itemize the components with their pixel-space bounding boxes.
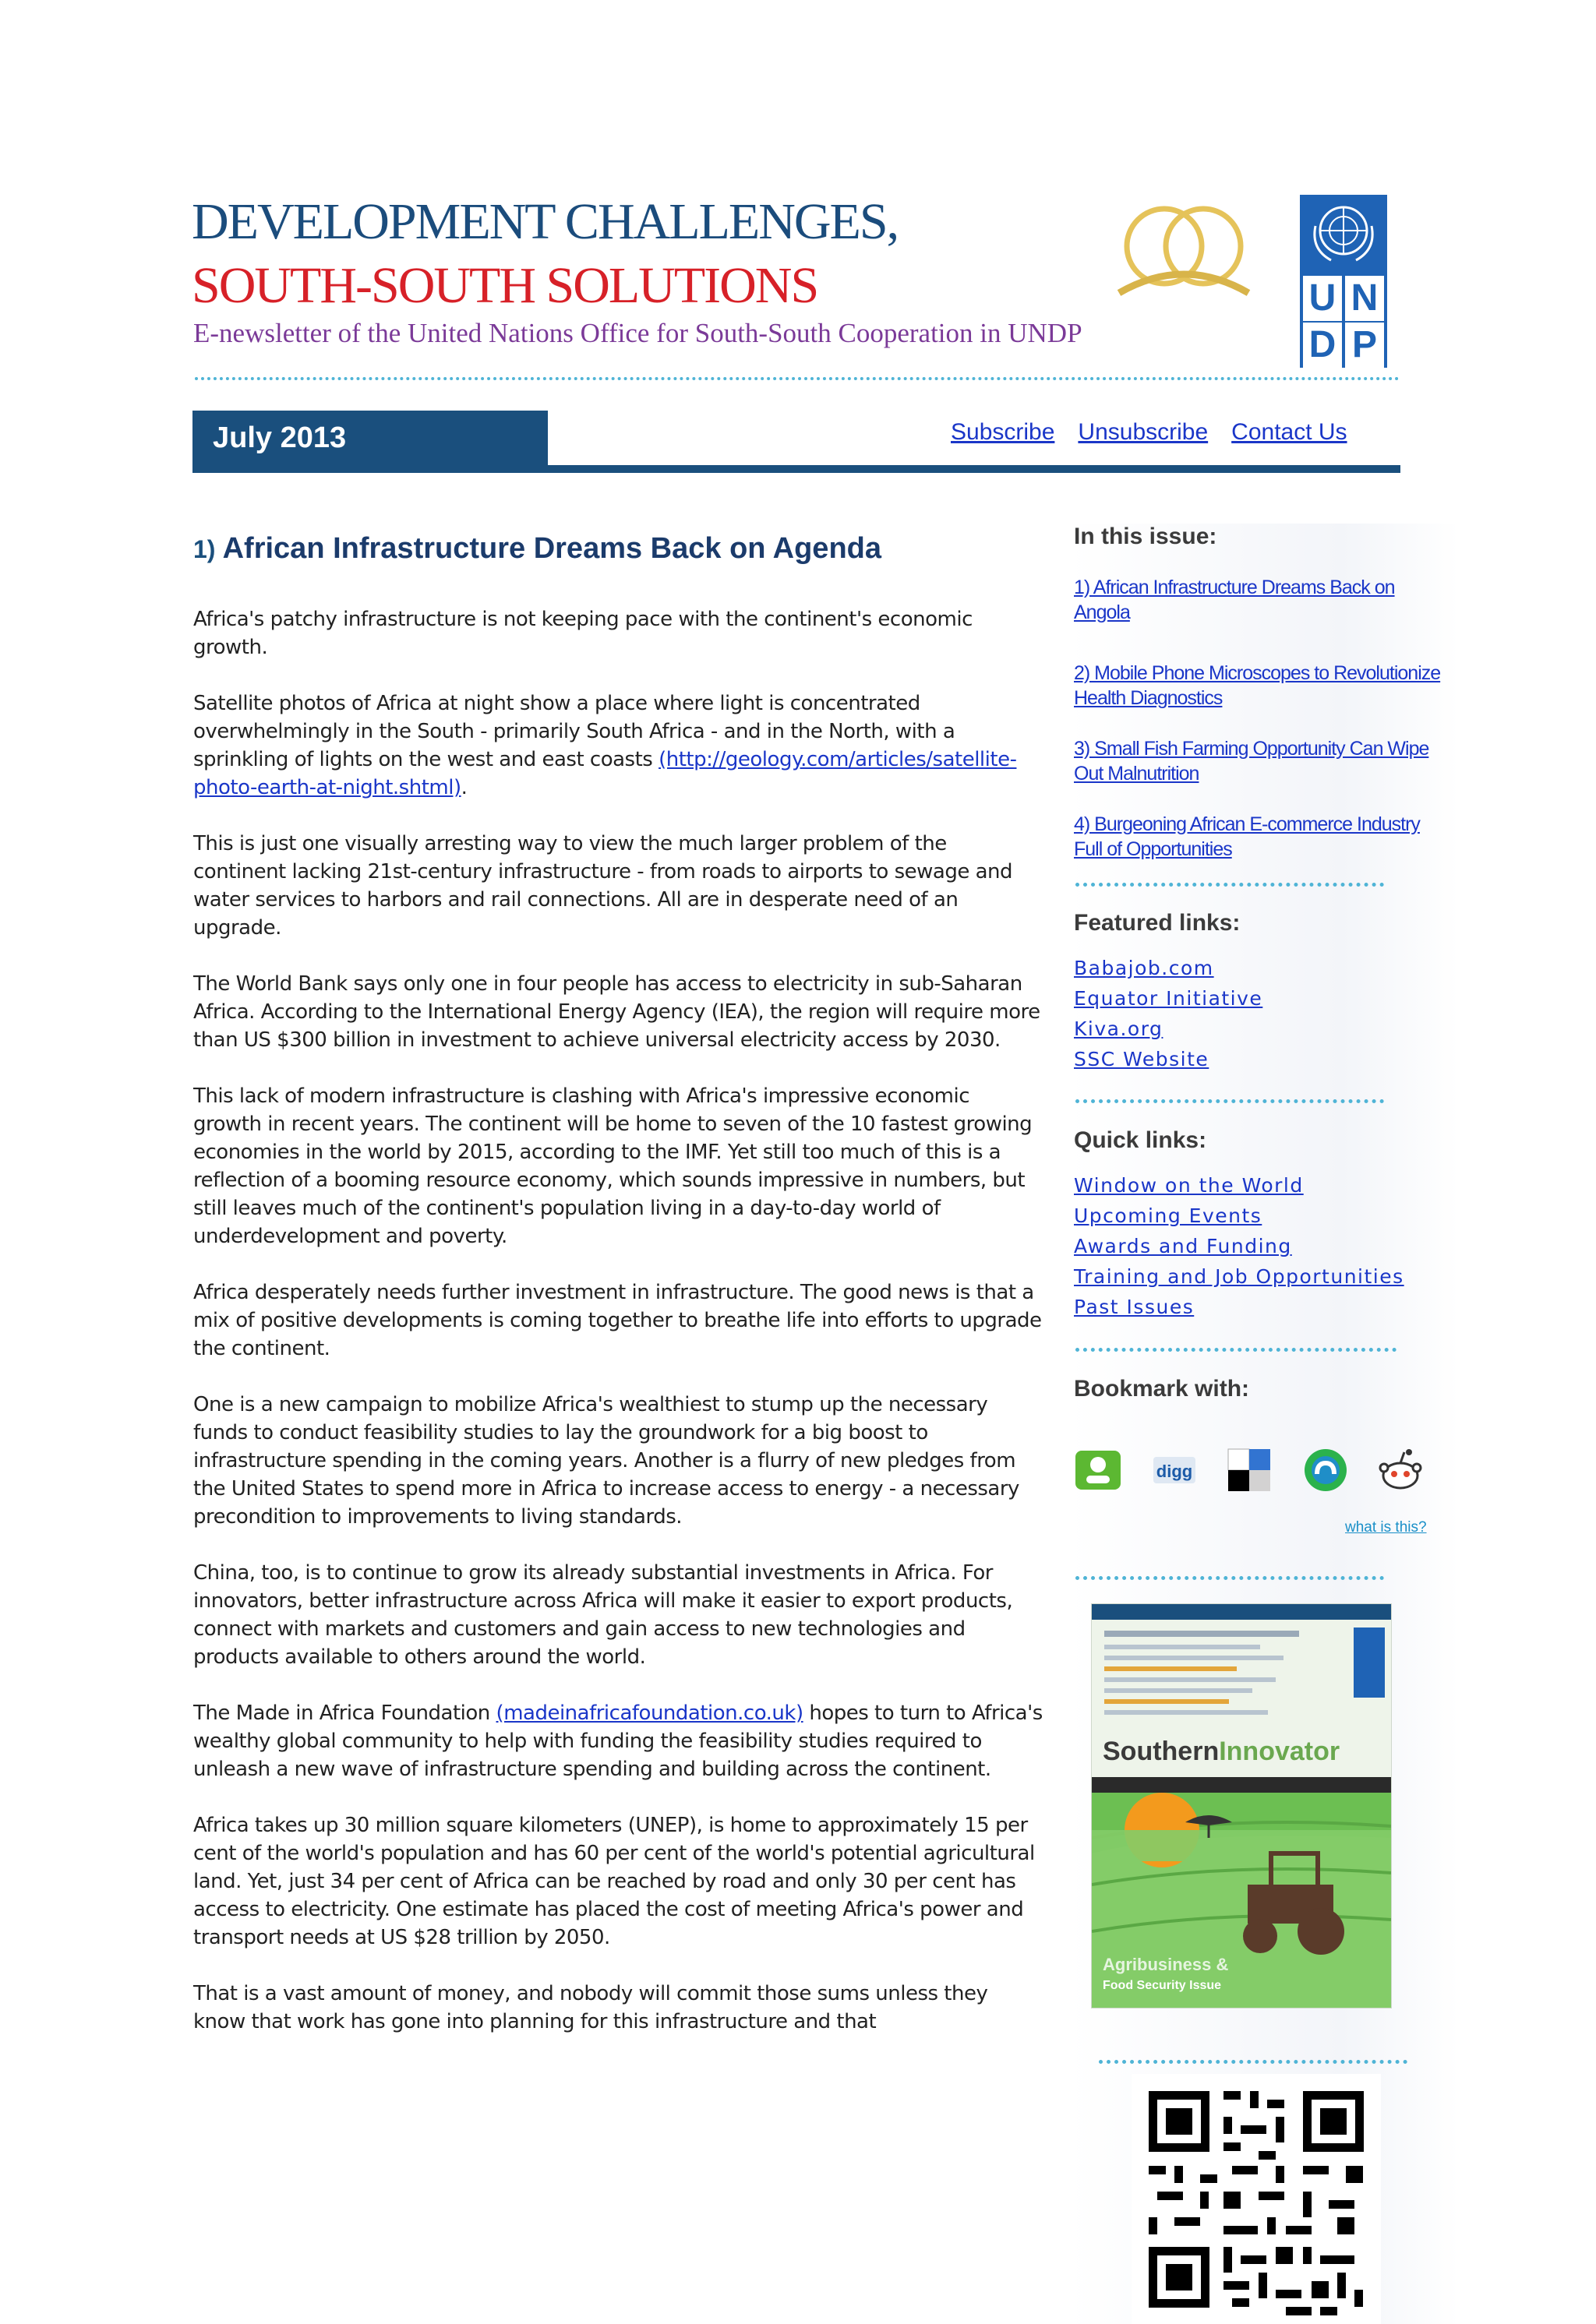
sidebar-divider: [1075, 1348, 1396, 1352]
sidebar-divider: [1075, 1099, 1384, 1103]
issue-link-2[interactable]: 2) Mobile Phone Microscopes to Revolutionize Health Diagnostics: [1074, 662, 1441, 709]
featured-link-babajob[interactable]: Babajob.com: [1074, 957, 1214, 979]
undp-logo: [1300, 195, 1387, 368]
masthead-divider: [195, 377, 1400, 380]
south-south-rings-logo: [1110, 201, 1258, 302]
cover-feature-title: Agribusiness &: [1103, 1955, 1229, 1974]
quick-links-heading: Quick links:: [1074, 1127, 1207, 1153]
header-links: [951, 419, 1371, 446]
quick-link-upcoming-events[interactable]: Upcoming Events: [1074, 1204, 1262, 1227]
in-this-issue-heading: In this issue:: [1074, 524, 1217, 549]
cover-artwork: [1092, 1604, 1391, 2008]
article-paragraph: China, too, is to continue to grow its already substantial investments in Africa. For innovators, better infrastructure across Africa will make it easier to export products, connect with markets and customers and gain access to new technologies and products available to others around the world.: [193, 1561, 1013, 1669]
undp-letter: N: [1345, 276, 1384, 321]
issue-link-3[interactable]: 3) Small Fish Farming Opportunity Can Wipe Out Malnutrition: [1074, 738, 1429, 785]
newsletter-title-line2: SOUTH-SOUTH SOLUTIONS: [192, 257, 818, 314]
article-paragraph: That is a vast amount of money, and nobody will commit those sums unless they know that work has gone into planning for this infrastructure and that: [193, 1982, 988, 2033]
article-title: [193, 531, 1043, 566]
newsletter-title-line1: DEVELOPMENT CHALLENGES,: [192, 193, 899, 250]
what-is-this-link[interactable]: what is this?: [1345, 1519, 1427, 1536]
undp-letter: U: [1303, 276, 1342, 321]
issue-link-1[interactable]: 1) African Infrastructure Dreams Back on Angola: [1074, 577, 1395, 623]
article-number: 1): [193, 535, 216, 563]
article-paragraph: Satellite photos of Africa at night show a place where light is concentrated overwhelmingly in the South - primarily South Africa - and in the North, with a sprinkling of lights on the west and east coasts (http://geology.com/articles/satellite-photo-earth-at-night.shtml).: [193, 692, 1017, 799]
featured-link-ssc-website[interactable]: SSC Website: [1074, 1048, 1209, 1070]
article-paragraph: This lack of modern infrastructure is clashing with Africa's impressive economic growth in recent years. The continent will be home to seven of the 10 fastest growing economies in the world by 2015, according to the IMF. Yet still too much of this is a reflection of a booming resource economy, which sounds impressive in numbers, but still leaves much of the continent's population living in a day-to-day world of underdevelopment and poverty.: [193, 1084, 1033, 1248]
issue-bar-rule: [192, 465, 1400, 473]
issue-date: July 2013: [213, 421, 347, 454]
stumbleupon-icon[interactable]: [1301, 1448, 1350, 1493]
article-paragraph: This is just one visually arresting way to view the much larger problem of the continent lacking 21st-century infrastructure - from roads to airports to sewage and water services to harbors and rail connections. All are in desperate need of an upgrade.: [193, 832, 1013, 940]
featured-links-heading: Featured links:: [1074, 910, 1241, 936]
cover-masthead: [1103, 1737, 1340, 1766]
article-paragraph: [193, 1699, 1043, 1783]
qr-code: [1132, 2074, 1381, 2324]
satellite-photo-link[interactable]: (http://geology.com/articles/satellite-photo-earth-at-night.shtml): [193, 748, 1017, 799]
unsubscribe-link[interactable]: Unsubscribe: [1078, 419, 1209, 445]
issue-date-bar: [192, 411, 548, 465]
issue-link-4[interactable]: 4) Burgeoning African E-commerce Industry Full of Opportunities: [1074, 813, 1420, 860]
contact-us-link[interactable]: Contact Us: [1231, 419, 1347, 445]
sidebar-divider: [1099, 2060, 1407, 2064]
quick-link-window-on-the-world[interactable]: Window on the World: [1074, 1174, 1304, 1197]
sidebar-divider: [1075, 1576, 1384, 1580]
featured-link-equator[interactable]: Equator Initiative: [1074, 987, 1263, 1010]
quick-link-awards-funding[interactable]: Awards and Funding: [1074, 1235, 1292, 1257]
sidebar-divider: [1075, 883, 1384, 887]
delicious-icon[interactable]: [1225, 1448, 1273, 1493]
article: [193, 531, 1043, 2064]
article-paragraph: The World Bank says only one in four people has access to electricity in sub-Saharan Africa. According to the International Energy Agency (IEA), the region will require more than US $300 billion in investment to achieve universal electricity access by 2030.: [193, 972, 1040, 1052]
un-emblem-icon: [1300, 195, 1387, 270]
cover-feature-subtitle: Food Security Issue: [1103, 1979, 1222, 1992]
undp-letter: D: [1303, 323, 1342, 368]
paragraph-text: Satellite photos of Africa at night show a place where light is concentrated overwhelmingly in the South - primarily South Africa - and in the North, with a sprinkling of lights on the west and east coasts: [193, 692, 955, 771]
made-in-africa-link[interactable]: (madeinafricafoundation.co.uk): [496, 1702, 803, 1725]
paragraph-text: hopes to turn to Africa's wealthy global community to help with funding the feasibility studies required to unleash a new wave of infrastructure spending and building across the continent.: [193, 1702, 1043, 1781]
bookmark-heading: Bookmark with:: [1074, 1376, 1250, 1402]
article-paragraph: One is a new campaign to mobilize Africa's wealthiest to stump up the necessary funds to conduct feasibility studies to lay the groundwork for a big boost to infrastructure spending in the coming years. Another is a flurry of new pledges from the United States to spend more in Africa to increase access to energy - a necessary precondition to improvements to living standards.: [193, 1393, 1019, 1529]
paragraph-text: The Made in Africa Foundation: [193, 1702, 496, 1725]
newsletter-subtitle: E-newsletter of the United Nations Office for South-South Cooperation in UNDP: [193, 318, 1082, 348]
digg-icon[interactable]: [1150, 1448, 1199, 1493]
netvibes-icon[interactable]: [1074, 1448, 1122, 1493]
article-paragraph: Africa desperately needs further investment in infrastructure. The good news is that a mix of positive developments is coming together to breathe life into efforts to upgrade the continent.: [193, 1281, 1042, 1360]
article-title-text: African Infrastructure Dreams Back on Agenda: [222, 532, 881, 565]
article-paragraph: Africa takes up 30 million square kilometers (UNEP), is home to approximately 15 per cent of the world's population and has 60 per cent of the world's potential agricultural land. Yet, just 34 per cent of Africa can be reached by road and only 30 per cent has access to electricity. One estimate has placed the cost of meeting Africa's power and transport needs at US $28 trillion by 2050.: [193, 1814, 1035, 1949]
quick-link-training-jobs[interactable]: Training and Job Opportunities: [1074, 1265, 1404, 1288]
cover-masthead-innovator: Innovator: [1219, 1737, 1340, 1766]
article-paragraph: Africa's patchy infrastructure is not keeping pace with the continent's economic growth.: [193, 608, 973, 659]
subscribe-link[interactable]: Subscribe: [951, 419, 1055, 445]
undp-letter: P: [1345, 323, 1384, 368]
digg-logo-text: digg: [1156, 1462, 1193, 1481]
southern-innovator-cover[interactable]: [1091, 1603, 1392, 2008]
reddit-icon[interactable]: [1376, 1448, 1425, 1493]
quick-link-past-issues[interactable]: Past Issues: [1074, 1296, 1195, 1318]
cover-masthead-southern: Southern: [1103, 1737, 1220, 1766]
featured-link-kiva[interactable]: Kiva.org: [1074, 1017, 1163, 1040]
sidebar: [1069, 524, 1459, 2324]
